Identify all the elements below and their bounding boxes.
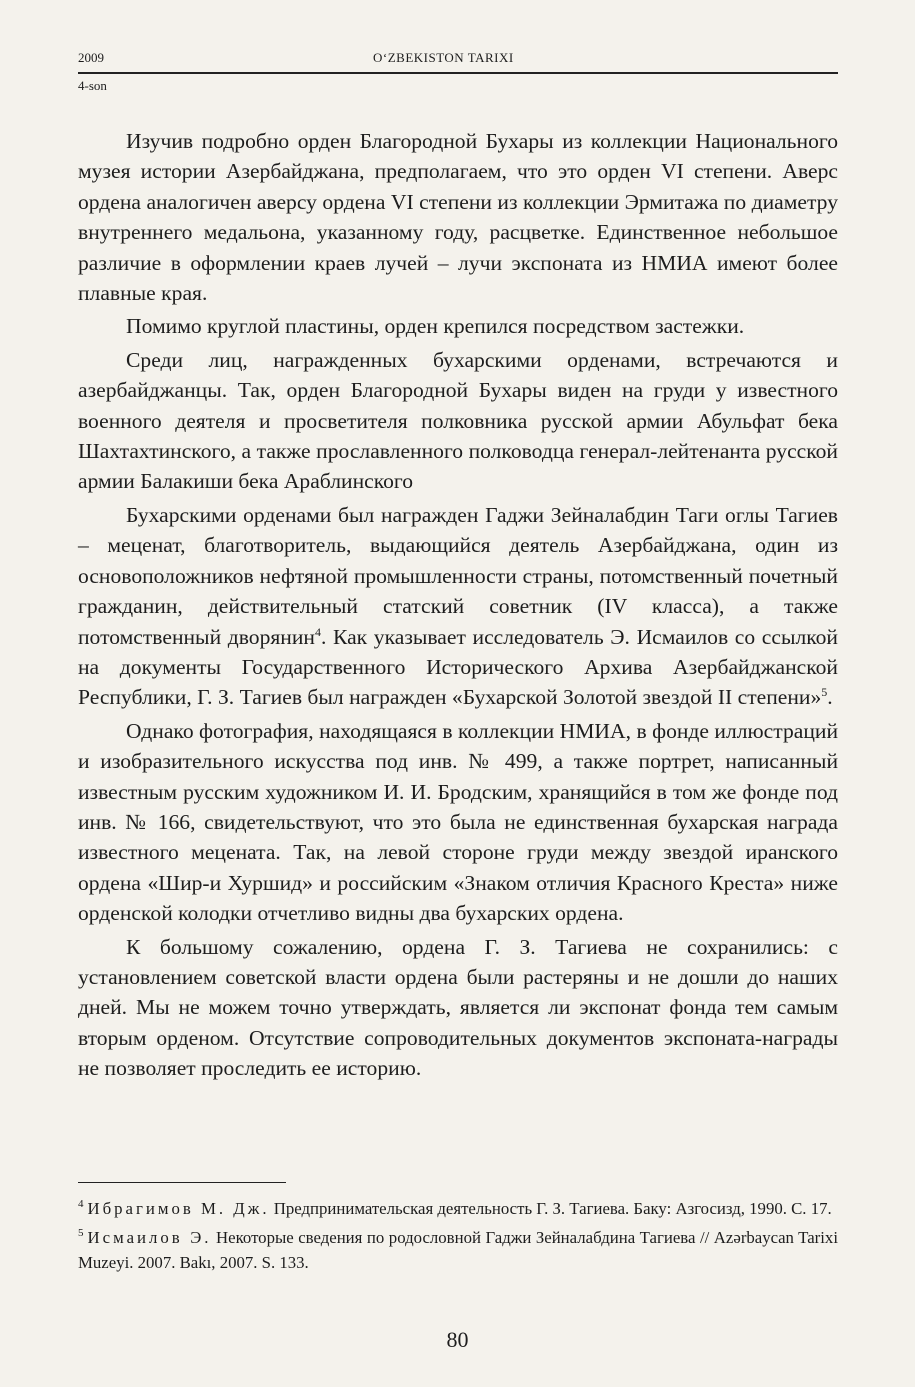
footnote-text: Предпринимательская деятельность Г. З. Тагиева. Баку: Азгосизд, 1990. С. 17. [269,1199,832,1218]
paragraph [78,126,838,308]
paragraph-text: . Как указывает исследователь Э. Исмаилов со ссылкой на документы Государственного Исторического Архива Азербайджанской Республики, Г. З. Тагиев был награжден «Бухарской Золотой звездой II степени» [78,624,838,710]
paragraph-text: Помимо круглой пластины, орден крепился посредством застежки. [126,314,745,339]
footnote-number: 5 [78,1227,84,1240]
footnote-author: Ибрагимов М. Дж. [87,1199,270,1218]
paragraph [78,500,838,713]
paragraph [78,311,838,341]
header-journal-title: O‘ZBEKISTON TARIXI [373,50,514,65]
footnote [78,1225,838,1275]
footnote-rule [78,1182,286,1183]
paragraph-text: Среди лиц, награжденных бухарскими орденами, встречаются и азербайджанцы. Так, орден Благородной Бухары виден на груди у известного военного деятеля и просветителя полковника русской армии Абульфат бека Шахтахтинского, а также прославленного полководца генерал-лейтенанта русской армии Балакиши бека Араблинского [78,347,838,494]
footnote-number: 4 [78,1198,84,1211]
header-issue: 4-son [78,78,107,93]
footnotes [78,1196,838,1279]
footnote [78,1196,838,1221]
header-rule [78,72,838,74]
footnote-author: Исмаилов Э. [87,1228,212,1247]
footnote-reference: 5 [821,685,828,700]
paragraph-text: Однако фотография, находящаяся в коллекции НМИА, в фонде иллюстраций и изобразительного искусства под инв. № 499, а также портрет, написанный известным русским художником И. И. Бродским, хранящийся в том же фонде под инв. № 166, свидетельствуют, что это была не единственная бухарская награда известного мецената. Так, на левой стороне груди между звездой иранского ордена «Шир-и Хуршид» и российским «Знаком отличия Красного Креста» ниже орденской колодки отчетливо видны два бухарских ордена. [78,718,838,926]
paragraph [78,716,838,929]
paragraph-text: К большому сожалению, ордена Г. З. Тагиева не сохранились: с установлением советской власти ордена были растеряны и не дошли до наших дней. Мы не можем точно утверждать, является ли экспонат фонда тем самым вторым орденом. Отсутствие сопроводительных документов экспоната-награды не позволяет проследить ее историю. [78,934,838,1081]
paragraph [78,345,838,497]
footnote-reference: 4 [314,624,321,639]
page-number: 80 [446,1327,469,1352]
paragraph-text: . [827,685,833,710]
paragraph-text: Изучив подробно орден Благородной Бухары из коллекции Национального музея истории Азербайджана, предполагаем, что это орден VI степени. Аверс ордена аналогичен аверсу ордена VI степени из коллекции Эрмитажа по диаметру внутреннего медальона, указанному году, расцветке. Единственное небольшое различие в оформлении краев лучей – лучи экспоната из НМИА имеют более плавные края. [78,129,838,306]
article-body [78,126,838,1087]
paragraph-text: Бухарскими орденами был награжден Гаджи Зейналабдин Таги оглы Тагиев – меценат, благотворитель, выдающийся деятель Азербайджана, один из основоположников нефтяной промышленности страны, потомственный почетный гражданин, действительный статский советник (IV класса), а также потомственный дворянин [78,502,838,649]
footnote-text: Некоторые сведения по родословной Гаджи Зейналабдина Тагиева // Azərbaycan Tarixi Muzeyi. 2007. Bakı, 2007. S. 133. [78,1228,838,1272]
paragraph [78,932,838,1084]
header-year: 2009 [78,50,104,65]
